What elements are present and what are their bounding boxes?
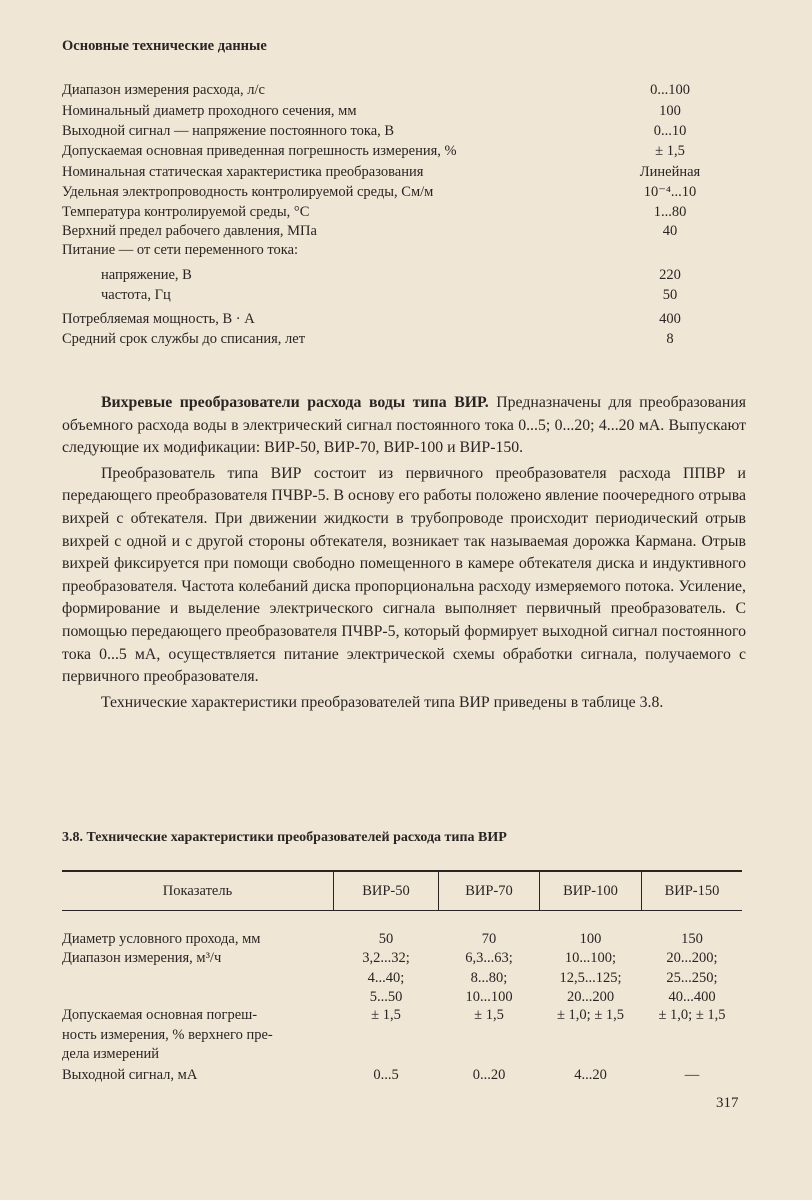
spec-value: 8 — [666, 331, 674, 347]
spec-value: 0...10 — [653, 123, 687, 139]
spec-row — [62, 285, 762, 306]
paragraph-lead: Вихревые преобразователи расхода воды типа ВИР. — [101, 394, 489, 411]
table-header-cell: ВИР-100 — [563, 883, 618, 899]
table-cell: ± 1,0; ± 1,5 — [658, 1007, 726, 1023]
spec-value: 220 — [659, 267, 681, 283]
table-row-label: Выходной сигнал, мА — [62, 1067, 198, 1083]
spec-label: Верхний предел рабочего давления, МПа — [62, 223, 317, 239]
paragraph: Преобразователь типа ВИР состоит из первичного преобразователя расхода ППВР и передающего преобразователя ПЧВР-5. В основу его работы положено явление поочередного отрыва вихрей с обтекателя. При движении жидкости в трубопроводе происходит периодический отрыв вихрей с одной и с другой стороны обтекателя, возникает так называемая дорожка Кармана. Отрыв вихрей фиксируется при помощи свободно помещенного в камере обтекателя диска и индуктивного преобразователя. Частота колебаний диска пропорциональна расходу измеряемого потока. Усиление, формирование и выделение электрического сигнала выполняет первичный преобразователь. С помощью передающего преобразователя ПЧВР-5, который формирует выходной сигнал постоянного тока 0...5 мА, осуществляется питание электрической схемы обработки сигнала, получаемого с первичного преобразователя. — [62, 464, 746, 686]
paragraph-text: Предназначены для преобразования объемного расхода воды в электрический сигнал постоянного тока 0...5; 0...20; 4...20 мА. Выпускают следующие их модификации: ВИР-50, ВИР-70, ВИР-100 и ВИР-150. — [62, 394, 746, 457]
body-text — [62, 392, 746, 714]
spec-row — [62, 309, 762, 330]
paragraph: Технические характеристики преобразователей типа ВИР приведены в таблице 3.8. — [101, 693, 664, 711]
table-header-cell: ВИР-70 — [465, 883, 513, 899]
section-heading: Основные технические данные — [62, 38, 267, 54]
spec-label: Диапазон измерения расхода, л/с — [62, 82, 265, 98]
table-cell: 100 — [579, 931, 602, 947]
spec-label: Допускаемая основная приведенная погрешность измерения, % — [62, 143, 457, 159]
paragraph — [62, 392, 746, 460]
table-cell: 50 — [378, 931, 394, 947]
spec-label: Питание — от сети переменного тока: — [62, 242, 299, 258]
page-number: 317 — [716, 1095, 739, 1111]
table-header-cell: ВИР-150 — [664, 883, 720, 899]
table-header-cell: ВИР-50 — [362, 883, 410, 899]
spec-row — [62, 141, 762, 162]
table-cell: 3,2...32; 4...40; 5...50 — [362, 950, 410, 1005]
spec-row — [62, 221, 762, 242]
spec-value: 0...100 — [650, 82, 690, 98]
spec-value: 1...80 — [653, 204, 687, 220]
spec-row — [62, 182, 762, 203]
table-cell: ± 1,5 — [474, 1007, 504, 1023]
table-cell: ± 1,5 — [371, 1007, 401, 1023]
table-cell: 4...20 — [574, 1067, 607, 1083]
table-cell: 0...5 — [373, 1067, 399, 1083]
table-cell: 150 — [681, 931, 703, 947]
spec-label: Номинальный диаметр проходного сечения, мм — [62, 103, 357, 119]
spec-label: Номинальная статическая характеристика преобразования — [62, 164, 424, 180]
spec-row — [62, 162, 762, 183]
table-cell: — — [684, 1067, 700, 1083]
table-row-label: Диаметр условного прохода, мм — [62, 931, 261, 947]
table-cell: 0...20 — [472, 1067, 506, 1083]
table-cell: 10...100; 12,5...125; 20...200 — [559, 950, 622, 1005]
spec-value: Линейная — [639, 164, 701, 180]
spec-label: частота, Гц — [101, 287, 171, 303]
spec-row — [62, 329, 762, 350]
spec-row — [62, 121, 762, 142]
spec-label: Удельная электропроводность контролируемой среды, См/м — [62, 184, 434, 200]
spec-value: 50 — [662, 287, 678, 303]
spec-label: Выходной сигнал — напряжение постоянного тока, В — [62, 123, 395, 139]
spec-label: Потребляемая мощность, В · А — [62, 311, 255, 327]
spec-row — [62, 240, 762, 261]
spec-row — [62, 265, 762, 286]
spec-label: Средний срок службы до списания, лет — [62, 331, 306, 347]
table-row-label: Диапазон измерения, м³/ч — [62, 950, 222, 966]
spec-row — [62, 202, 762, 223]
spec-value: 100 — [659, 103, 681, 119]
table-title: 3.8. Технические характеристики преобразователей расхода типа ВИР — [62, 830, 507, 845]
spec-value: 400 — [659, 311, 681, 327]
table-row-label: Допускаемая основная погреш- ность измерения, % верхнего пре- дела измерений — [62, 1007, 273, 1062]
table-cell: 20...200; 25...250; 40...400 — [666, 950, 718, 1005]
spec-value: ± 1,5 — [655, 143, 685, 159]
spec-value: 10⁻⁴...10 — [643, 184, 697, 200]
table-header-rule — [62, 910, 742, 911]
spec-value: 40 — [662, 223, 678, 239]
spec-row — [62, 80, 762, 101]
spec-label: Температура контролируемой среды, °С — [62, 204, 310, 220]
table-header-cell: Показатель — [162, 883, 233, 899]
table-cell: 70 — [481, 931, 497, 947]
table-cell: ± 1,0; ± 1,5 — [556, 1007, 625, 1023]
spec-label: напряжение, В — [101, 267, 192, 283]
table-cell: 6,3...63; 8...80; 10...100 — [465, 950, 513, 1005]
spec-row — [62, 101, 762, 122]
